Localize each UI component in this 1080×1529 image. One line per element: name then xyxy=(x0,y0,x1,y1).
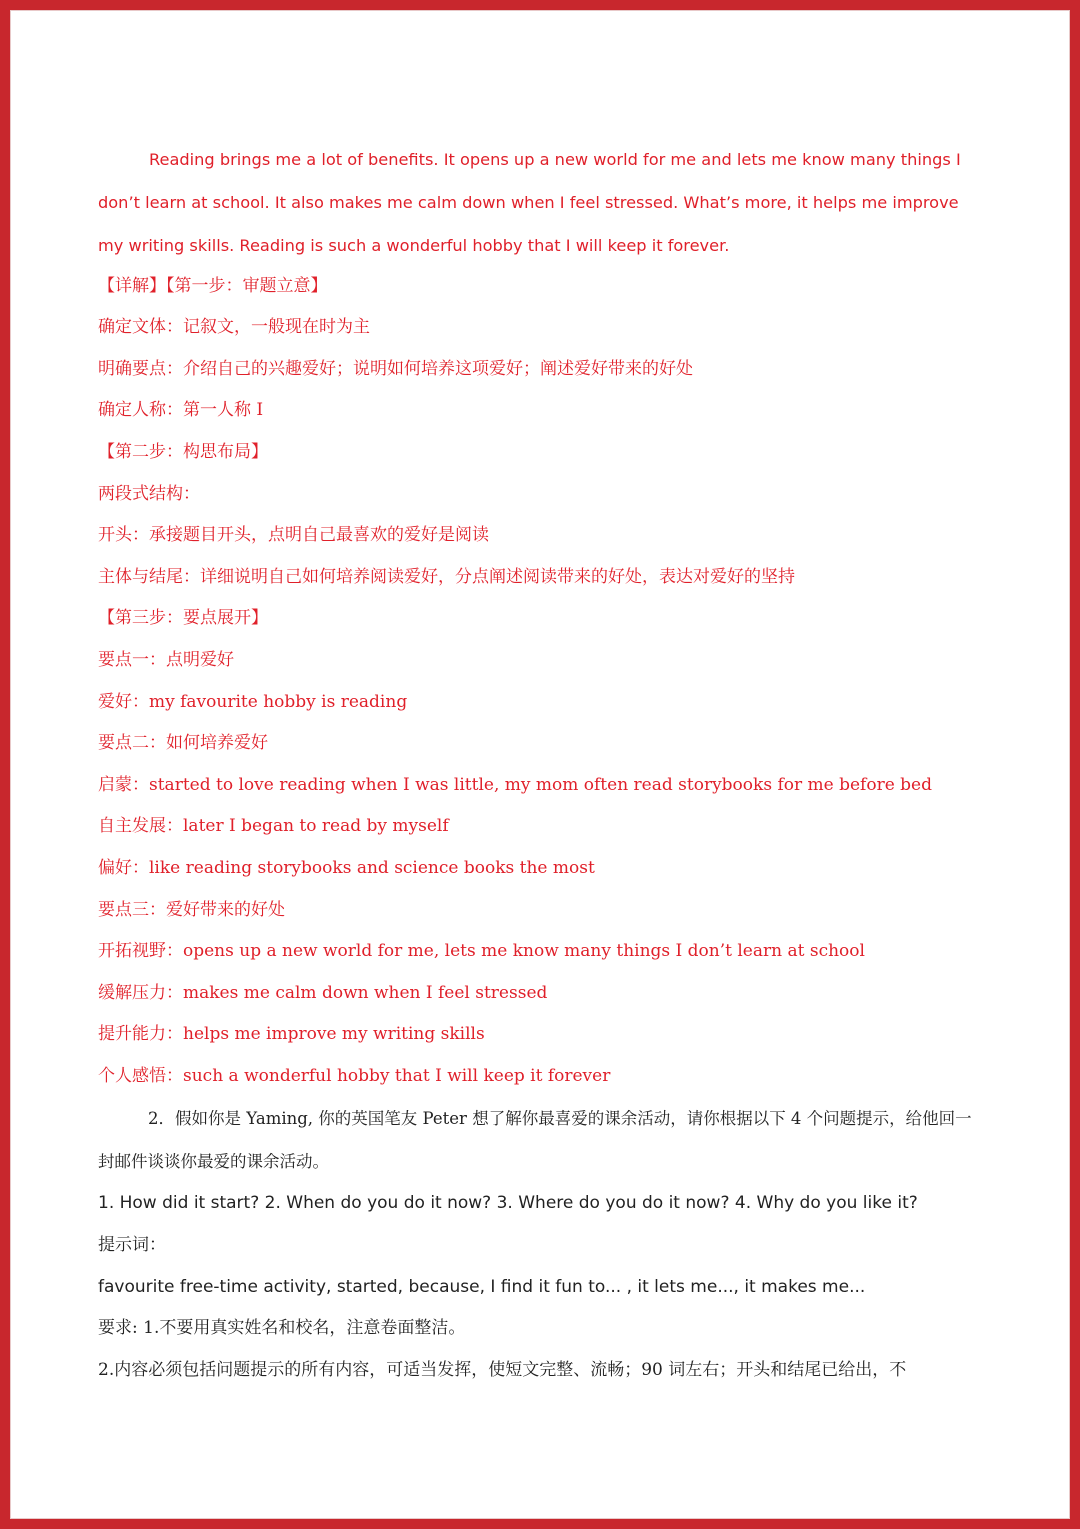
analysis-line: 两段式结构： xyxy=(98,483,200,504)
analysis-line: 要点三：爱好带来的好处 xyxy=(98,899,285,920)
analysis-line: 自主发展：later I began to read by myself xyxy=(98,816,449,837)
analysis-line: 【第二步：构思布局】 xyxy=(98,441,268,462)
analysis-line: 要点二：如何培养爱好 xyxy=(98,733,268,754)
analysis-line: 提升能力：helps me improve my writing skills xyxy=(98,1024,485,1045)
analysis-line: 开拓视野：opens up a new world for me, lets me know many things I don’t learn at school xyxy=(98,941,865,962)
analysis-line: 主体与结尾：详细说明自己如何培养阅读爱好，分点阐述阅读带来的好处，表达对爱好的坚持 xyxy=(98,566,795,587)
analysis-line: 缓解压力：makes me calm down when I feel stressed xyxy=(98,982,548,1003)
analysis-line: 爱好：my favourite hobby is reading xyxy=(98,691,408,712)
analysis-line: 要点一：点明爱好 xyxy=(98,649,234,670)
analysis-line: 开头：承接题目开头，点明自己最喜欢的爱好是阅读 xyxy=(98,525,489,546)
hint-words: favourite free-time activity, started, because, I find it fun to... , it lets me..., it makes me... xyxy=(98,1276,866,1297)
analysis-line: 启蒙：started to love reading when I was little, my mom often read storybooks for me before bed xyxy=(98,774,932,795)
requirement-1: 要求: 1.不要用真实姓名和校名，注意卷面整洁。 xyxy=(98,1318,466,1339)
question-2-prompt: 2．假如你是 Yaming, 你的英国笔友 Peter 想了解你最喜爱的课余活动，请你根据以下 4 个问题提示，给他回一封邮件谈谈你最爱的课余活动。 xyxy=(98,1109,972,1172)
question-2-guide-questions: 1. How did it start? 2. When do you do it now? 3. Where do you do it now? 4. Why do you like it? xyxy=(98,1193,918,1214)
analysis-line: 确定人称：第一人称 I xyxy=(98,400,264,421)
analysis-line: 【详解】【第一步：审题立意】 xyxy=(98,275,328,296)
hint-label: 提示词： xyxy=(98,1235,166,1256)
question-2-section xyxy=(98,1097,988,1391)
analysis-line: 确定文体：记叙文，一般现在时为主 xyxy=(98,317,370,338)
analysis-line: 个人感悟：such a wonderful hobby that I will keep it forever xyxy=(98,1065,611,1086)
analysis-line: 明确要点：介绍自己的兴趣爱好；说明如何培养这项爱好；阐述爱好带来的好处 xyxy=(98,358,693,379)
requirement-2: 2.内容必须包括问题提示的所有内容，可适当发挥，使短文完整、流畅；90 词左右；开头和结尾已给出，不 xyxy=(98,1359,907,1380)
analysis-line: 偏好：like reading storybooks and science books the most xyxy=(98,857,595,878)
analysis-section xyxy=(98,266,988,1098)
page-content xyxy=(98,138,988,1391)
model-essay-paragraph: Reading brings me a lot of benefits. It opens up a new world for me and lets me know many things I don’t learn at school. It also makes me calm down when I feel stressed. What’s more, it helps me improve my writing skills. Reading is such a wonderful hobby that I will keep it forever. xyxy=(98,150,961,256)
analysis-line: 【第三步：要点展开】 xyxy=(98,608,268,629)
document-page xyxy=(10,10,1070,1519)
